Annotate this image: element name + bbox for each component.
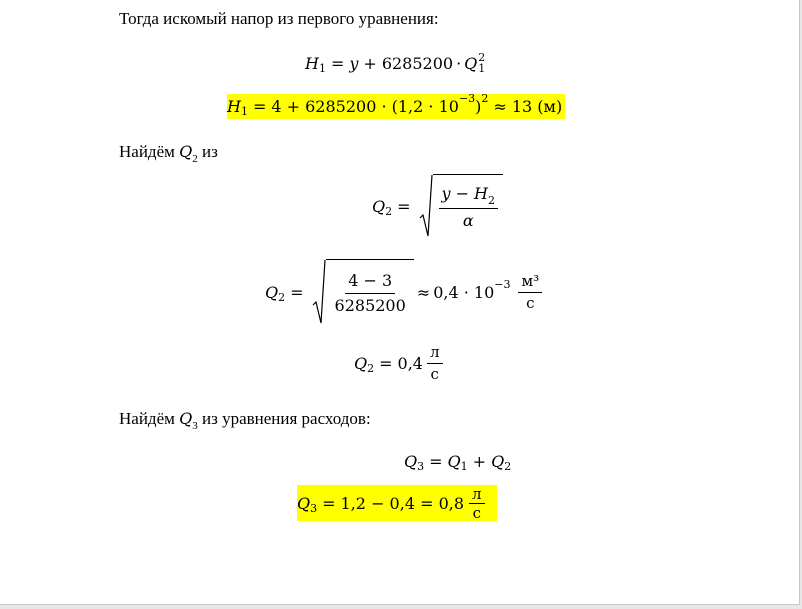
equation-q2-formula: Q 2 = $\frac{y - H_2}{\alpha}$ <box>372 174 506 238</box>
sqrt-symbol <box>419 174 503 238</box>
fraction-q2: $\frac{y - H_2}{\alpha}$ <box>439 184 498 231</box>
paragraph-find-q3: Найдём $Q_3$ из уравнения расходов: <box>119 409 371 432</box>
equation-h1-formula: H 1 = y + 6285200 · Q 2 1 <box>305 51 486 75</box>
unit-m3-per-s: $\frac{\text{м³}}{с}$ <box>518 273 542 312</box>
equation-h1-result: H 1 = 4 + 6285200 · (1,2 · 10 −3 ) 2 ≈ 13 (м) <box>227 94 565 119</box>
equation-q3-formula: Q 3 = Q 1 + Q 2 <box>404 452 512 473</box>
equation-q3-result: Q 3 = 1,2 − 0,4 = 0,8 $\frac{л}{с}$ <box>297 485 497 521</box>
sqrt-symbol <box>312 259 414 325</box>
unit-l-per-s: $\frac{л}{с}$ <box>427 344 443 383</box>
fraction-q2-values: $\frac{4 - 3}{6285200}$ <box>334 271 406 315</box>
paragraph-find-q2: Найдём $Q_2$ из <box>119 142 218 165</box>
equation-q2-result: Q 2 = 0,4 $\frac{л}{с}$ <box>354 344 446 383</box>
unit-l-per-s: $\frac{л}{с}$ <box>469 487 485 520</box>
paragraph-intro: Тогда искомый напор из первого уравнения: <box>119 9 439 28</box>
equation-q2-calc: Q 2 = $\frac{4 - 3}{6285200}$ ≈ 0,4 · 10 −3 $\frac{\text{м³}}{с}$ <box>265 259 545 325</box>
